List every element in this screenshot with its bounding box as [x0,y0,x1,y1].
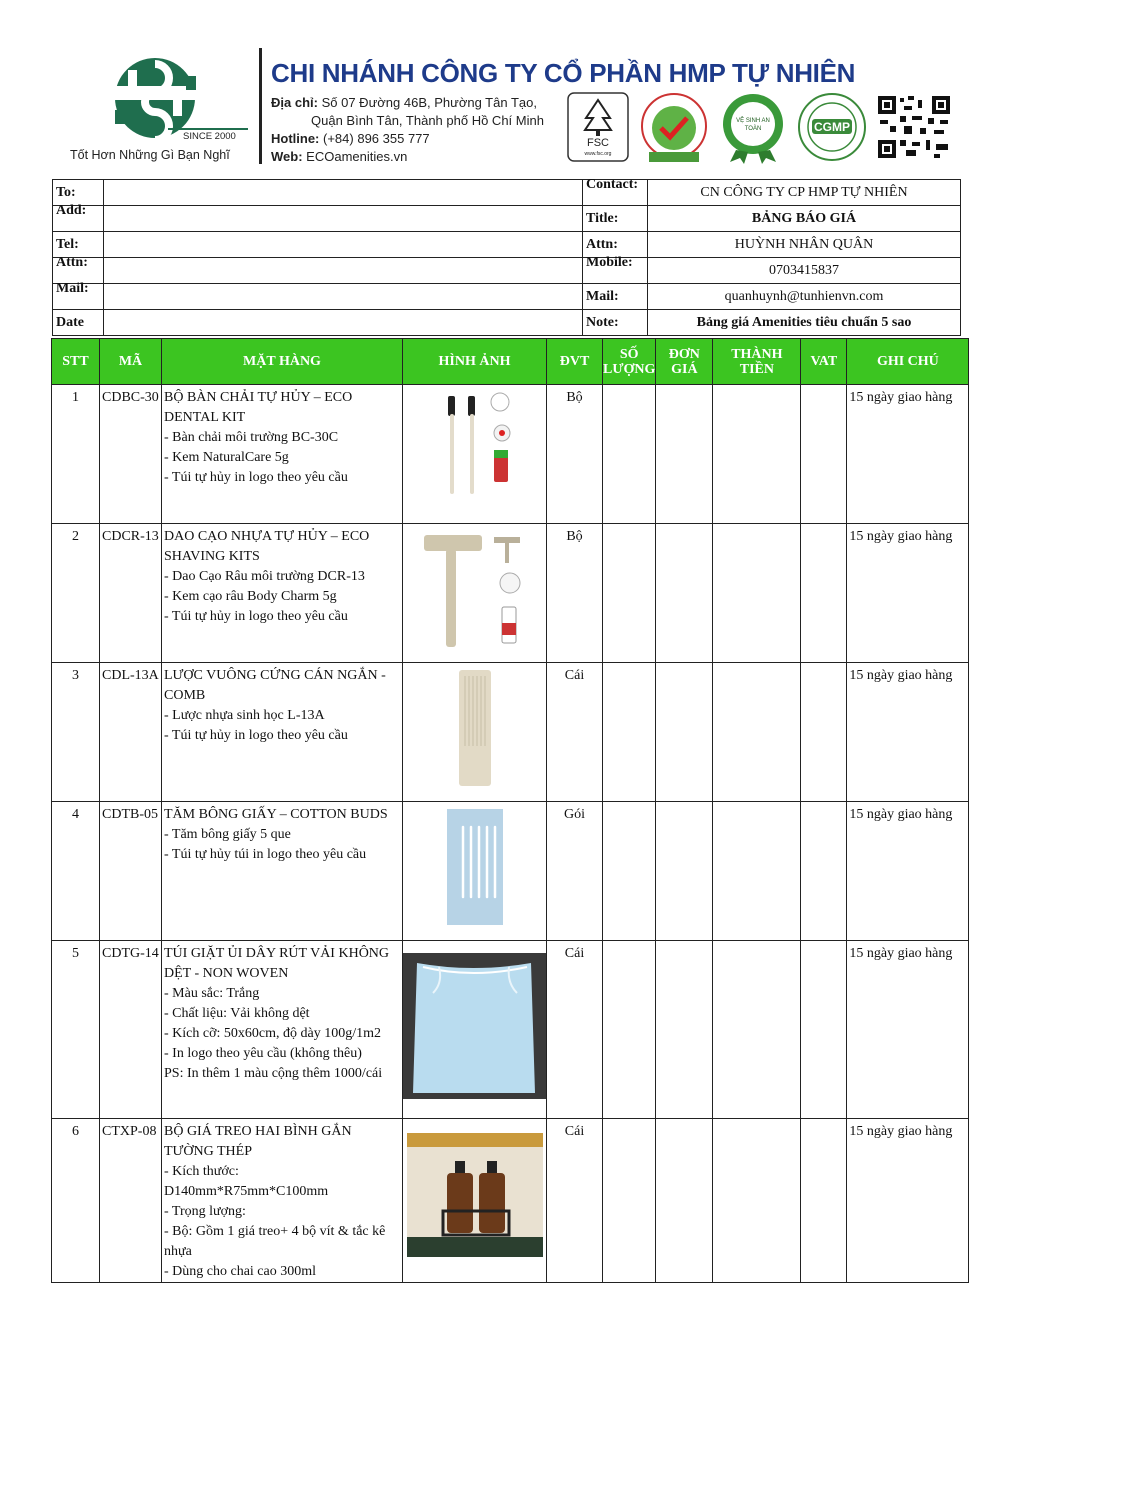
product-spec: - Trọng lượng: [164,1204,246,1219]
row-vat[interactable] [801,802,847,941]
razor-kit-image [410,527,540,655]
row-unit-price[interactable] [656,941,713,1119]
quote-info-table [52,179,961,336]
row-code: CDCR-13 [100,524,162,663]
row-stt: 6 [52,1119,100,1283]
logo-since: SINCE 2000 [183,131,236,142]
product-name: LƯỢC VUÔNG CỨNG CÁN NGẮN - COMB [164,668,386,703]
to-field[interactable] [104,180,583,206]
company-name: CHI NHÁNH CÔNG TY CỔ PHẦN HMP TỰ NHIÊN [271,58,856,88]
product-spec: - Bộ: Gồm 1 giá treo+ 4 bộ vít & tắc kê nhựa [164,1224,386,1259]
product-spec: - Màu sắc: Trắng [164,986,260,1001]
col-vat: VAT [801,339,847,385]
row-code: CDBC-30 [100,385,162,524]
table-row [52,385,969,524]
product-name: BỘ BÀN CHẢI TỰ HỦY – ECO DENTAL KIT [164,390,353,425]
row-code: CDTB-05 [100,802,162,941]
row-product [162,385,403,524]
row-product [162,941,403,1119]
col-so-luong: SỐ LƯỢNG [603,339,656,385]
row-quantity[interactable] [603,385,656,524]
product-name: TĂM BÔNG GIẤY – COTTON BUDS [164,807,388,822]
row-unit: Bộ [547,524,603,663]
row-product [162,1119,403,1283]
row-note: 15 ngày giao hàng [847,802,969,941]
toothbrush-kit-image [420,388,530,498]
attn-value: HUỲNH NHÂN QUÂN [648,232,961,258]
row-vat[interactable] [801,1119,847,1283]
row-vat[interactable] [801,385,847,524]
note-label: Note: [583,310,648,336]
row-total[interactable] [713,524,801,663]
row-note: 15 ngày giao hàng [847,663,969,802]
row-note: 15 ngày giao hàng [847,1119,969,1283]
address-line-1: Địa chỉ: Số 07 Đường 46B, Phường Tân Tạo, [271,95,537,110]
mobile-label: Mobile: [583,258,648,284]
product-spec: - Kem cạo râu Body Charm 5g [164,589,337,604]
product-spec: - In logo theo yêu cầu (không thêu) [164,1046,362,1061]
row-total[interactable] [713,941,801,1119]
fsc-badge-icon [567,92,629,162]
logo-tagline: Tốt Hơn Những Gì Bạn Nghĩ [70,148,230,162]
svg-text:VỆ SINH AN: VỆ SINH AN [736,118,770,124]
cgmp-badge-icon [795,92,869,164]
date-field[interactable] [104,310,583,336]
product-spec: - Dao Cạo Râu môi trường DCR-13 [164,569,365,584]
row-unit-price[interactable] [656,385,713,524]
quality-badge-icon [637,92,711,164]
product-spec: - Kích cỡ: 50x60cm, độ dày 100g/1m2 [164,1026,381,1041]
row-stt: 1 [52,385,100,524]
svg-text:FSC: FSC [587,137,609,149]
row-quantity[interactable] [603,663,656,802]
mobile-value: 0703415837 [648,258,961,284]
table-row [52,663,969,802]
row-code: CDL-13A [100,663,162,802]
hotline: Hotline: (+84) 896 355 777 [271,131,430,146]
table-row [52,524,969,663]
table-row [52,1119,969,1283]
product-spec: PS: In thêm 1 màu cộng thêm 1000/cái [164,1066,383,1081]
row-quantity[interactable] [603,524,656,663]
note-value: Bảng giá Amenities tiêu chuẩn 5 sao [648,310,961,336]
to-label: To: [53,180,104,206]
row-code: CTXP-08 [100,1119,162,1283]
qr-code-icon [876,94,952,160]
row-image [403,941,547,1119]
col-mat-hang: MẶT HÀNG [162,339,403,385]
col-don-gia: ĐƠN GIÁ [656,339,713,385]
add-label: Add: [53,206,104,232]
cotton-buds-image [445,805,505,929]
price-quote-table [51,338,969,1283]
attn-label-left: Attn: [53,258,104,284]
product-spec: - Lược nhựa sinh học L-13A [164,708,325,723]
row-unit-price[interactable] [656,802,713,941]
title-value: BẢNG BÁO GIÁ [648,206,961,232]
product-spec: - Kem NaturalCare 5g [164,450,289,465]
mail-label-left: Mail: [53,284,104,310]
row-quantity[interactable] [603,802,656,941]
row-vat[interactable] [801,524,847,663]
row-image [403,385,547,524]
website: Web: ECOamenities.vn [271,149,408,164]
row-unit: Gói [547,802,603,941]
product-spec: - Túi tự hủy in logo theo yêu cầu [164,609,348,624]
row-total[interactable] [713,1119,801,1283]
row-note: 15 ngày giao hàng [847,941,969,1119]
row-product [162,663,403,802]
table-row [52,802,969,941]
row-unit-price[interactable] [656,1119,713,1283]
product-spec: - Chất liệu: Vải không dệt [164,1006,310,1021]
row-quantity[interactable] [603,1119,656,1283]
title-label: Title: [583,206,648,232]
row-unit: Cái [547,1119,603,1283]
table-header-row [52,339,969,385]
address-line-2: Quận Bình Tân, Thành phố Hồ Chí Minh [311,113,544,128]
svg-text:CGMP: CGMP [814,120,850,134]
product-spec: - Kích thước: D140mm*R75mm*C100mm [164,1164,329,1199]
product-name: TÚI GIẶT ỦI DÂY RÚT VẢI KHÔNG DỆT - NON WOVEN [164,946,390,981]
product-spec: - Tăm bông giấy 5 que [164,827,291,842]
tel-field[interactable] [104,232,583,258]
row-stt: 2 [52,524,100,663]
comb-image [445,666,505,790]
row-unit-price[interactable] [656,524,713,663]
svg-text:www.fsc.org: www.fsc.org [584,151,612,157]
mail-field[interactable] [104,284,583,310]
wall-bottle-holder-image [407,1133,543,1257]
tel-label: Tel: [53,232,104,258]
mail-label: Mail: [583,284,648,310]
date-label: Date [53,310,104,336]
col-hinh-anh: HÌNH ẢNH [403,339,547,385]
row-unit: Bộ [547,385,603,524]
row-product [162,802,403,941]
row-image [403,663,547,802]
header-divider [259,48,262,164]
row-total[interactable] [713,385,801,524]
attn-field[interactable] [104,258,583,284]
food-safety-badge-icon [716,92,790,164]
svg-text:TOÀN: TOÀN [744,126,762,132]
product-spec: - Túi tự hủy in logo theo yêu cầu [164,728,348,743]
add-field[interactable] [104,206,583,232]
row-unit: Cái [547,663,603,802]
row-stt: 4 [52,802,100,941]
row-note: 15 ngày giao hàng [847,385,969,524]
row-stt: 5 [52,941,100,1119]
row-stt: 3 [52,663,100,802]
col-stt: STT [52,339,100,385]
row-product [162,524,403,663]
row-quantity[interactable] [603,941,656,1119]
row-vat[interactable] [801,941,847,1119]
contact-label: Contact: [583,180,648,206]
col-thanh-tien: THÀNH TIỀN [713,339,801,385]
product-name: BỘ GIÁ TREO HAI BÌNH GẮN TƯỜNG THÉP [164,1124,352,1159]
row-note: 15 ngày giao hàng [847,524,969,663]
product-spec: - Dùng cho chai cao 300ml [164,1264,317,1279]
row-code: CDTG-14 [100,941,162,1119]
table-row [52,941,969,1119]
laundry-bag-image [403,953,546,1099]
mail-value: quanhuynh@tunhienvn.com [648,284,961,310]
product-spec: - Túi tự hủy túi in logo theo yêu cầu [164,847,367,862]
col-dvt: ĐVT [547,339,603,385]
contact-value: CN CÔNG TY CP HMP TỰ NHIÊN [648,180,961,206]
attn-label: Attn: [583,232,648,258]
row-total[interactable] [713,802,801,941]
col-ghi-chu: GHI CHÚ [847,339,969,385]
col-ma: MÃ [100,339,162,385]
product-spec: - Bàn chải môi trường BC-30C [164,430,339,445]
row-unit-price[interactable] [656,663,713,802]
row-vat[interactable] [801,663,847,802]
row-image [403,1119,547,1283]
row-image [403,802,547,941]
row-unit: Cái [547,941,603,1119]
row-total[interactable] [713,663,801,802]
product-spec: - Túi tự hủy in logo theo yêu cầu [164,470,348,485]
product-name: DAO CẠO NHỰA TỰ HỦY – ECO SHAVING KITS [164,529,370,564]
row-image [403,524,547,663]
letterhead [0,0,1139,175]
